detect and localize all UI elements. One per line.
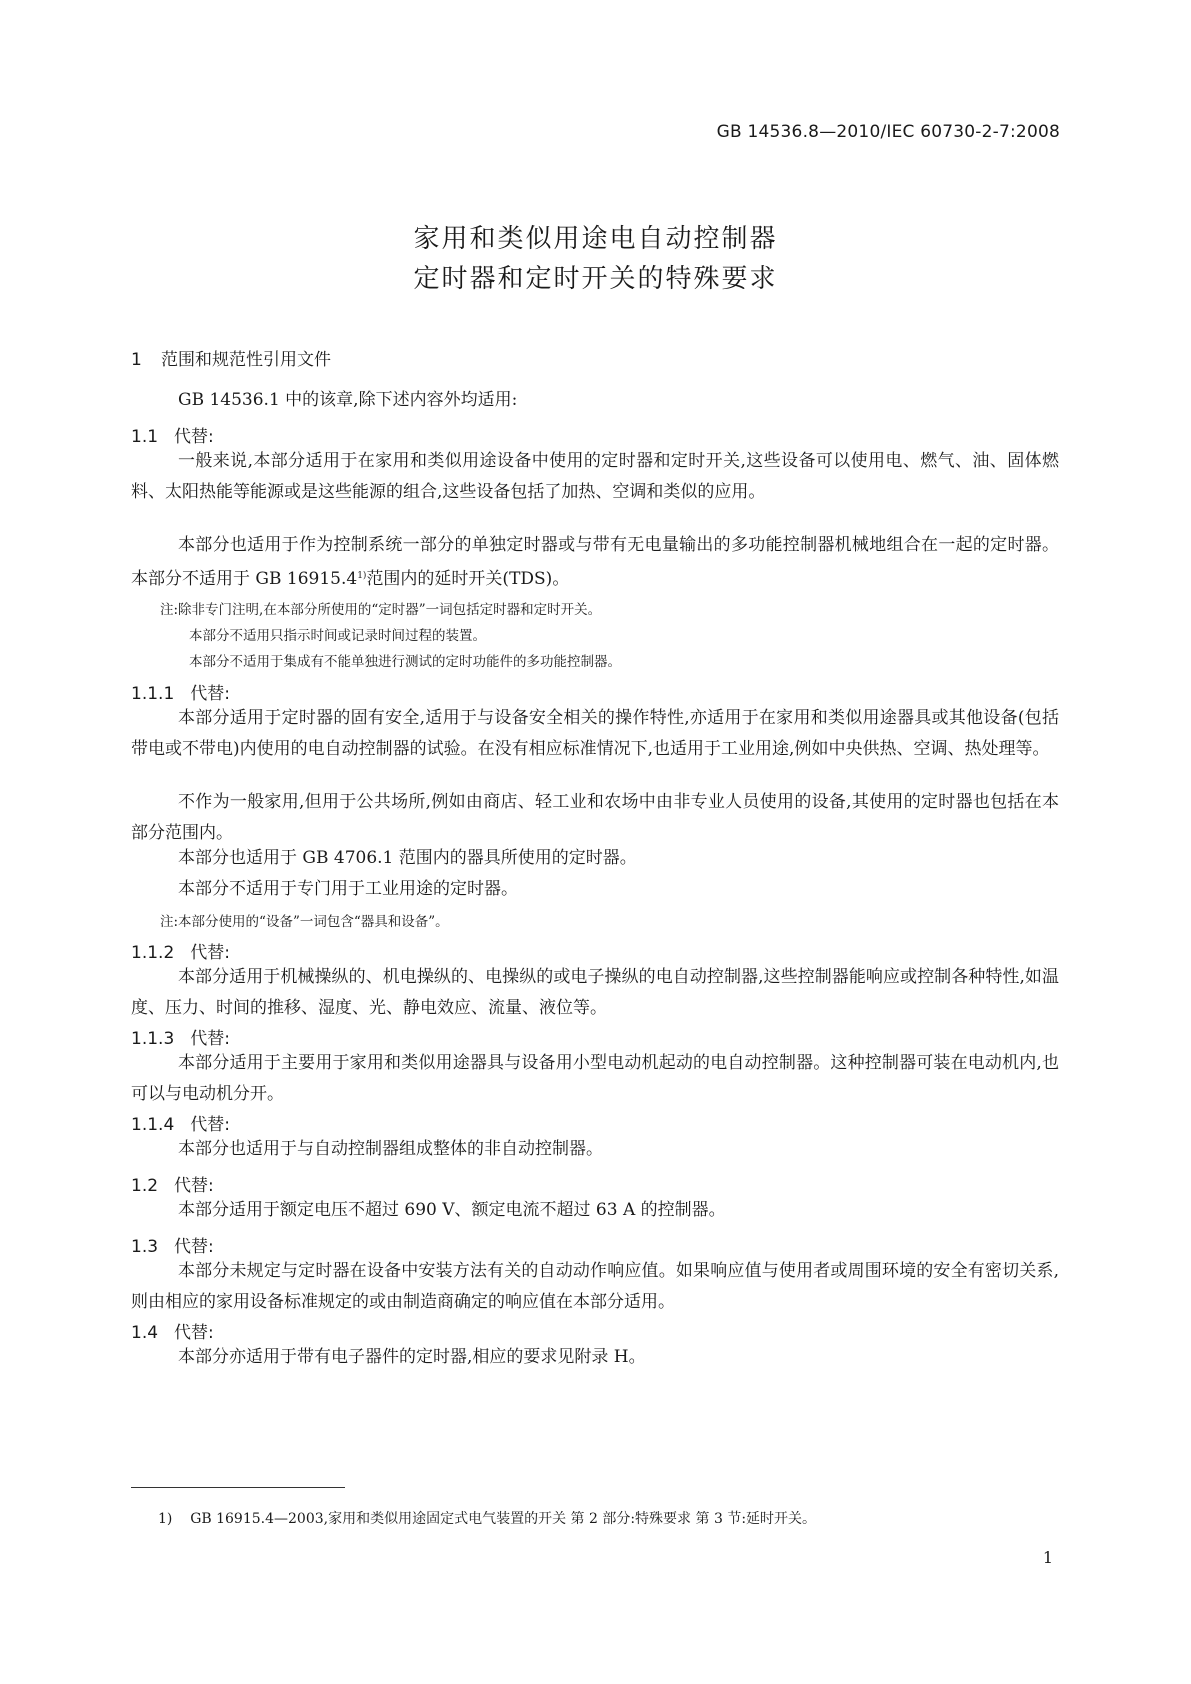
clause-1-2-heading: [131, 1171, 214, 1196]
note-3: 本部分不适用于集成有不能单独进行测试的定时功能件的多功能控制器。: [189, 654, 621, 670]
clause-number: 1.1.4: [131, 1115, 175, 1135]
clause-label: 代替:: [190, 1115, 230, 1135]
note-1: 注:除非专门注明,在本部分所使用的“定时器”一词包括定时器和定时开关。: [160, 602, 602, 618]
clause-label: 代替:: [190, 684, 230, 704]
section-number: 1: [131, 350, 142, 370]
clause-label: 代替:: [174, 1323, 214, 1343]
clause-label: 代替:: [190, 943, 230, 963]
clause-label: 代替:: [174, 1237, 214, 1257]
clause-1-1-heading: [131, 422, 214, 447]
clause-1-1-1-para-3: 本部分也适用于 GB 4706.1 范围内的器具所使用的定时器。: [178, 848, 637, 868]
clause-number: 1.1.2: [131, 943, 175, 963]
clause-1-1-2-para: 本部分适用于机械操纵的、机电操纵的、电操纵的或电子操纵的电自动控制器,这些控制器能响应或控制各种特性,如温度、压力、时间的推移、湿度、光、静电效应、流量、液位等。: [131, 967, 1059, 1018]
clause-number: 1.1: [131, 427, 159, 447]
clause-1-1-para-1: 一般来说,本部分适用于在家用和类似用途设备中使用的定时器和定时开关,这些设备可以使用电、燃气、油、固体燃料、太阳热能等能源或是这些能源的组合,这些设备包括了加热、空调和类似的应用。: [131, 451, 1059, 502]
standard-header: GB 14536.8—2010/IEC 60730-2-7:2008: [716, 122, 1060, 142]
clause-number: 1.4: [131, 1323, 159, 1343]
clause-label: 代替:: [174, 427, 214, 447]
section-1-intro: GB 14536.1 中的该章,除下述内容外均适用:: [178, 390, 518, 410]
page-number: 1: [1042, 1548, 1053, 1567]
clause-1-2-para: 本部分适用于额定电压不超过 690 V、额定电流不超过 63 A 的控制器。: [178, 1200, 726, 1220]
clause-1-1-4-heading: [131, 1110, 230, 1135]
clause-1-1-4-para: 本部分也适用于与自动控制器组成整体的非自动控制器。: [178, 1139, 603, 1159]
footnote-marker: 1): [158, 1511, 173, 1527]
footnote-divider: [131, 1487, 345, 1488]
para-text: 范围内的延时开关(TDS)。: [366, 569, 570, 589]
clause-1-1-1-para-2: 不作为一般家用,但用于公共场所,例如由商店、轻工业和农场中由非专业人员使用的设备,其使用的定时器也包括在本部分范围内。: [131, 792, 1059, 843]
clause-1-3-para: 本部分未规定与定时器在设备中安装方法有关的自动动作响应值。如果响应值与使用者或周围环境的安全有密切关系,则由相应的家用设备标准规定的或由制造商确定的响应值在本部分适用。: [131, 1261, 1059, 1312]
note-2: 本部分不适用只指示时间或记录时间过程的装置。: [189, 628, 486, 644]
note-equipment: 注:本部分使用的“设备”一词包含“器具和设备”。: [160, 914, 449, 930]
clause-label: 代替:: [190, 1029, 230, 1049]
clause-label: 代替:: [174, 1176, 214, 1196]
title-line-1: 家用和类似用途电自动控制器: [413, 224, 778, 254]
title-line-2: 定时器和定时开关的特殊要求: [413, 264, 778, 294]
clause-number: 1.2: [131, 1176, 159, 1196]
clause-1-4-para: 本部分亦适用于带有电子器件的定时器,相应的要求见附录 H。: [178, 1347, 646, 1367]
clause-1-3-heading: [131, 1232, 214, 1257]
footnote-ref: 1): [357, 571, 367, 581]
clause-1-1-1-para-4: 本部分不适用于专门用于工业用途的定时器。: [178, 879, 518, 899]
footnote: [158, 1508, 816, 1528]
para-text: 本部分也适用于作为控制系统一部分的单独定时器或与带有无电量输出的多功能控制器机械地组合在一起的定时器。本部分不适用于 GB 16915.4: [131, 535, 1059, 589]
clause-number: 1.1.1: [131, 684, 175, 704]
section-title: 范围和规范性引用文件: [161, 350, 331, 370]
clause-1-4-heading: [131, 1318, 214, 1343]
clause-1-1-3-heading: [131, 1024, 230, 1049]
clause-1-1-para-2: [131, 530, 1059, 595]
clause-number: 1.3: [131, 1237, 159, 1257]
clause-1-1-3-para: 本部分适用于主要用于家用和类似用途器具与设备用小型电动机起动的电自动控制器。这种控制器可装在电动机内,也可以与电动机分开。: [131, 1053, 1059, 1104]
section-1-heading: [131, 345, 331, 370]
clause-1-1-1-para-1: 本部分适用于定时器的固有安全,适用于与设备安全相关的操作特性,亦适用于在家用和类似用途器具或其他设备(包括带电或不带电)内使用的电自动控制器的试验。在没有相应标准情况下,也适用于工业用途,例如中央供热、空调、热处理等。: [131, 708, 1059, 759]
clause-number: 1.1.3: [131, 1029, 175, 1049]
clause-1-1-2-heading: [131, 938, 230, 963]
clause-1-1-1-heading: [131, 679, 230, 704]
footnote-text: GB 16915.4—2003,家用和类似用途固定式电气装置的开关 第 2 部分:特殊要求 第 3 节:延时开关。: [190, 1511, 817, 1527]
